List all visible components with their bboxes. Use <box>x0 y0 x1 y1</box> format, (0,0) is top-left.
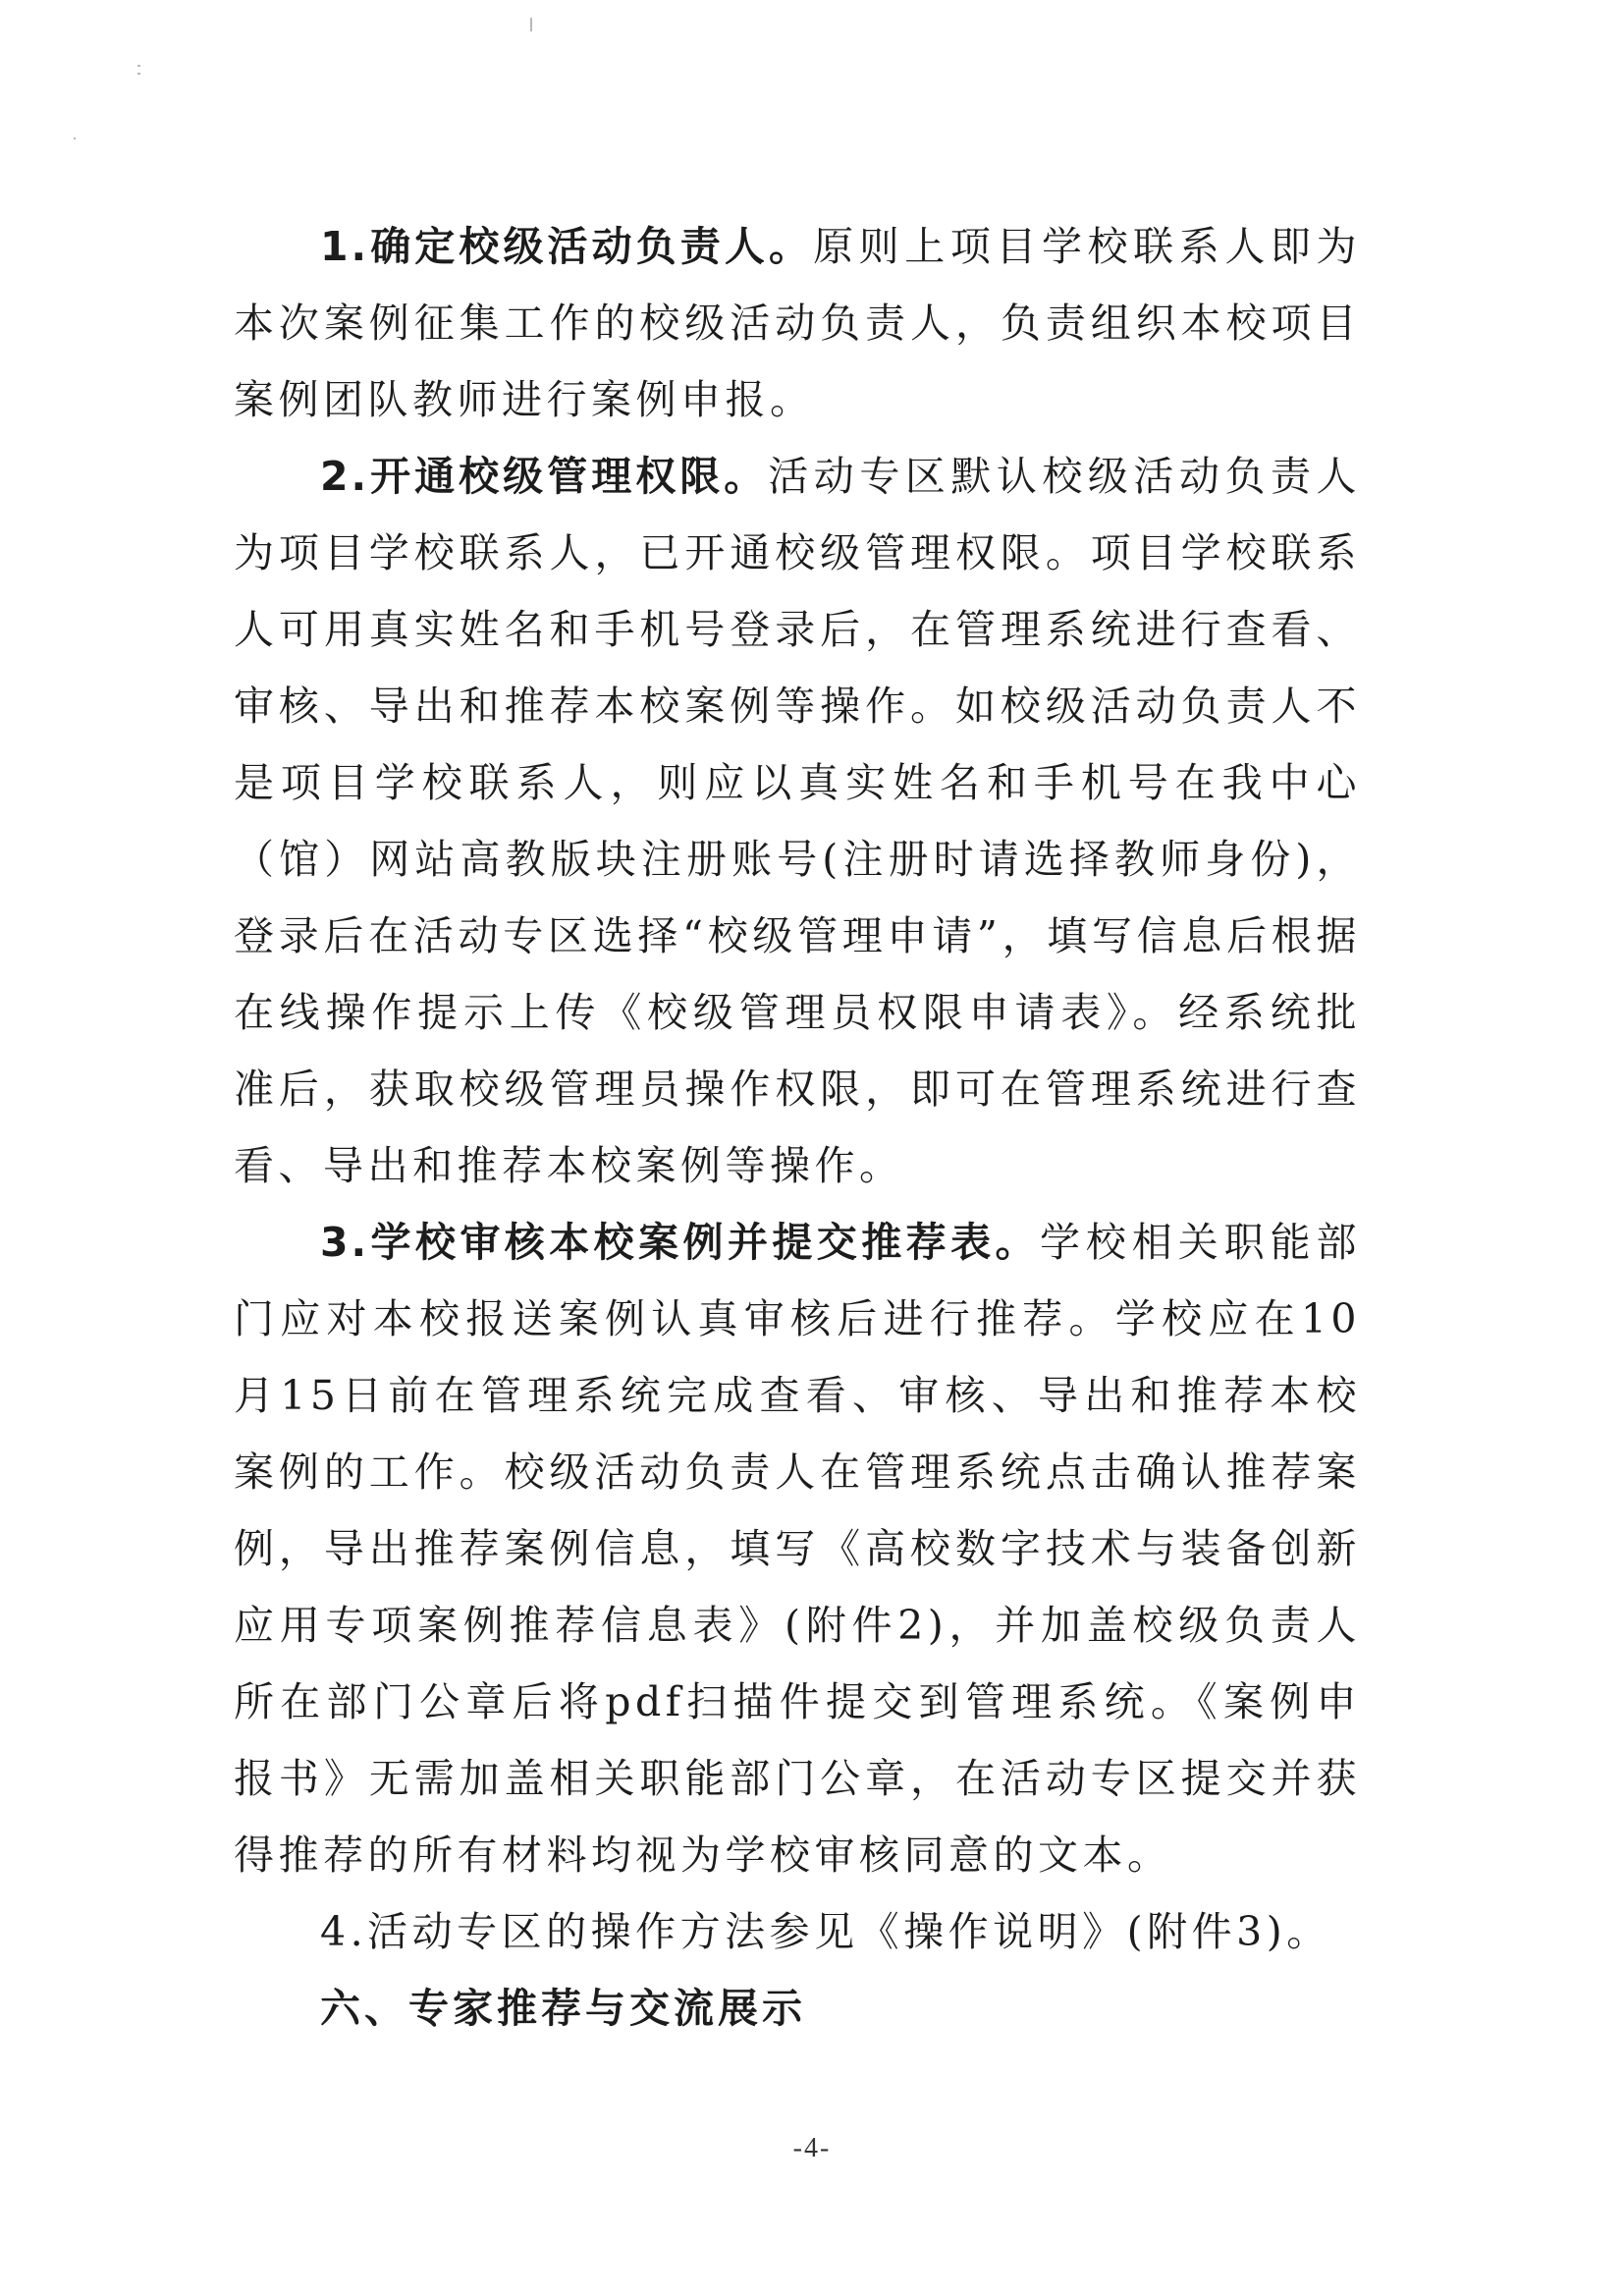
paragraph-1 <box>234 208 1361 438</box>
paragraph-2-text: 活动专区默认校级活动负责人为项目学校联系人，已开通校级管理权限。项目学校联系人可用真实姓名和手机号登录后，在管理系统进行查看、审核、导出和推荐本校案例等操作。如校级活动负责人不是项目学校联系人，则应以真实姓名和手机号在我中心（馆）网站高教版块注册账号(注册时请选择教师身份)，登录后在活动专区选择“校级管理申请”，填写信息后根据在线操作提示上传《校级管理员权限申请表》。经系统批准后，获取校级管理员操作权限，即可在管理系统进行查看、导出和推荐本校案例等操作。 <box>234 453 1361 1189</box>
paragraph-2 <box>234 438 1361 1204</box>
paragraph-3-text: 学校相关职能部门应对本校报送案例认真审核后进行推荐。学校应在10月15日前在管理系统完成查看、审核、导出和推荐本校案例的工作。校级活动负责人在管理系统点击确认推荐案例，导出推荐案例信息，填写《高校数字技术与装备创新应用专项案例推荐信息表》(附件2)，并加盖校级负责人所在部门公章后将pdf扫描件提交到管理系统。《案例申报书》无需加盖相关职能部门公章，在活动专区提交并获得推荐的所有材料均视为学校审核同意的文本。 <box>234 1219 1361 1879</box>
paragraph-3-lead: 3.学校审核本校案例并提交推荐表。 <box>320 1219 1040 1266</box>
section-heading: 六、专家推荐与交流展示 <box>320 1985 806 2032</box>
paragraph-4-text: 4.活动专区的操作方法参见《操作说明》(附件3)。 <box>320 1908 1331 1955</box>
scan-speck <box>74 137 76 139</box>
page-number: -4- <box>792 2133 832 2163</box>
scan-speck <box>137 65 140 67</box>
paragraph-2-lead: 2.开通校级管理权限。 <box>320 453 769 500</box>
body-text <box>234 208 1361 2047</box>
paragraph-1-text: 原则上项目学校联系人即为本次案例征集工作的校级活动负责人，负责组织本校项目案例团队教师进行案例申报。 <box>234 223 1362 423</box>
paragraph-1-lead: 1.确定校级活动负责人。 <box>320 223 814 270</box>
paragraph-3 <box>234 1204 1361 1893</box>
scan-speck <box>530 18 532 31</box>
paragraph-4 <box>234 1893 1361 1970</box>
scan-speck <box>137 73 140 75</box>
